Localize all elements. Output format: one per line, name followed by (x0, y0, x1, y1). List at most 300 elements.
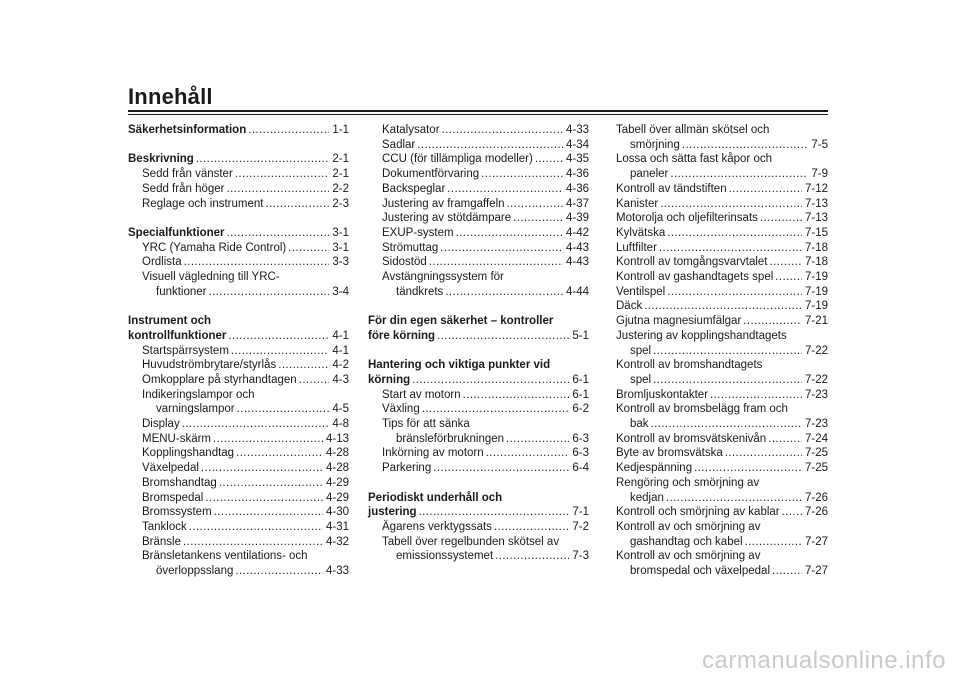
dot-leader (743, 314, 802, 329)
dot-leader (729, 182, 802, 197)
dot-leader (299, 373, 330, 388)
toc-entry-label: Tips för att sänka (382, 418, 470, 431)
toc-entry-label: Kylvätska (616, 226, 666, 239)
toc-page-number: 4-3 (332, 373, 349, 386)
dot-leader (209, 285, 330, 300)
toc-entry-label: YRC (Yamaha Ride Control) (142, 241, 287, 254)
toc-page-number: 7-19 (804, 271, 828, 284)
toc-entry-label: Säkerhetsinformation (128, 124, 247, 136)
toc-entry-label: Dokumentförvaring (382, 168, 480, 181)
toc-page-number: 3-3 (332, 256, 349, 269)
toc-entry-label: Visuell vägledning till YRC- (142, 271, 280, 283)
toc-entry-label: körning (368, 373, 411, 386)
toc-page-number: 7-19 (804, 285, 828, 298)
toc-entry-label: Reglage och instrument (142, 197, 264, 210)
toc-page-number: 4-32 (325, 535, 349, 548)
toc-page-number: 4-43 (565, 241, 589, 254)
toc-page-number: 7-24 (804, 432, 828, 445)
toc-page-number: 4-36 (565, 182, 589, 195)
toc-page-number: 7-13 (804, 197, 828, 210)
page-title: Innehåll (128, 84, 213, 109)
dot-leader (670, 167, 808, 182)
toc-entry-label: bränsleförbrukningen (396, 432, 505, 445)
toc-entry[interactable] (128, 535, 349, 550)
toc-entry[interactable] (368, 152, 589, 167)
toc-entry-label: Kontroll av och smörjning av (616, 550, 761, 563)
toc-spacer (128, 299, 349, 314)
toc-entry-label: Ägarens verktygssats (382, 520, 492, 533)
dot-leader (772, 564, 802, 579)
toc-entry[interactable] (128, 167, 349, 182)
toc-section-entry[interactable] (616, 197, 828, 212)
toc-entry-label: emissionssystemet (396, 550, 494, 563)
toc-entry[interactable] (128, 182, 349, 197)
toc-entry-label: Kanister (616, 197, 659, 210)
dot-leader (182, 417, 330, 432)
dot-leader (419, 505, 570, 520)
toc-section-entry[interactable] (616, 211, 828, 226)
toc-page-number: 2-3 (332, 197, 349, 210)
toc-page-number: 7-1 (572, 506, 589, 519)
dot-leader (682, 138, 809, 153)
toc-entry-label: Specialfunktioner (128, 226, 225, 239)
dot-leader (235, 564, 323, 579)
toc-section-entry[interactable] (616, 388, 828, 403)
toc-page-number: 7-3 (572, 550, 589, 563)
toc-entry[interactable] (368, 520, 589, 535)
dot-leader (205, 491, 323, 506)
toc-entry-label: varningslampor (156, 403, 235, 416)
toc-page-number: 7-13 (804, 212, 828, 225)
toc-page-number: 6-1 (572, 388, 589, 401)
toc-spacer (368, 476, 589, 491)
toc-entry[interactable] (128, 549, 349, 578)
toc-entry-label: gashandtag och kabel (630, 535, 743, 548)
toc-page-number: 3-4 (332, 285, 349, 298)
toc-entry-label: CCU (för tillämpliga modeller) (382, 153, 533, 166)
dot-leader (666, 491, 802, 506)
dot-leader (412, 373, 569, 388)
toc-entry[interactable] (128, 344, 349, 359)
toc-page-number: 7-22 (804, 344, 828, 357)
toc-section-entry[interactable] (616, 358, 828, 387)
toc-page-number: 6-3 (572, 447, 589, 460)
toc-entry[interactable] (368, 255, 589, 270)
dot-leader (288, 241, 329, 256)
toc-entry-label: Sedd från höger (142, 182, 225, 195)
toc-page-number: 4-33 (325, 565, 349, 578)
toc-entry[interactable] (368, 417, 589, 446)
toc-entry-label: Rengöring och smörjning av (616, 476, 760, 489)
toc-entry[interactable] (128, 476, 349, 491)
toc-entry-label: Sadlar (382, 138, 416, 151)
toc-page-number: 2-1 (332, 168, 349, 181)
toc-entry-label: Display (142, 418, 180, 431)
toc-page-number: 7-9 (811, 168, 828, 181)
toc-page-number: 7-27 (804, 535, 828, 548)
toc-entry[interactable] (128, 491, 349, 506)
toc-page-number: 7-26 (804, 491, 828, 504)
toc-page-number: 4-36 (565, 168, 589, 181)
toc-entry-label: kontrollfunktioner (128, 329, 227, 342)
toc-entry-label: Kontroll av bromsvätskenivån (616, 432, 767, 445)
toc-entry-label: Hantering och viktiga punkter vid (368, 359, 551, 372)
toc-entry[interactable] (368, 211, 589, 226)
toc-page-number: 4-34 (565, 138, 589, 151)
toc-page-number: 7-12 (804, 182, 828, 195)
dot-leader (278, 358, 329, 373)
toc-section-entry[interactable] (616, 476, 828, 505)
toc-spacer (368, 299, 589, 314)
toc-entry-label: Kontroll av bromsbelägg fram och (616, 403, 788, 416)
toc-page-number: 4-5 (332, 403, 349, 416)
toc-entry-label: smörjning (630, 138, 680, 151)
toc-section-entry[interactable] (368, 491, 589, 520)
dot-leader (659, 241, 802, 256)
dot-leader (651, 417, 802, 432)
dot-leader (219, 476, 323, 491)
toc-entry[interactable] (128, 358, 349, 373)
toc-section-entry[interactable] (616, 432, 828, 447)
toc-page-number: 4-2 (332, 359, 349, 372)
dot-leader (481, 167, 563, 182)
toc-entry[interactable] (128, 255, 349, 270)
toc-section-entry[interactable] (616, 461, 828, 476)
toc-page-number: 4-29 (325, 476, 349, 489)
toc-page-number: 4-30 (325, 506, 349, 519)
toc-entry-label: Växelpedal (142, 462, 199, 475)
toc-entry-label: Justering av kopplingshandtagets (616, 329, 787, 342)
toc-section-entry[interactable] (616, 285, 828, 300)
toc-entry-label: före körning (368, 329, 436, 342)
toc-entry-label: Avstängningssystem för (382, 271, 504, 284)
toc-page-number: 4-31 (325, 520, 349, 533)
toc-entry[interactable] (128, 373, 349, 388)
toc-page-number: 6-2 (572, 403, 589, 416)
dot-leader (237, 402, 330, 417)
toc-page-number: 7-21 (804, 315, 828, 328)
toc-entry-label: Strömuttag (382, 241, 439, 254)
dot-leader (456, 226, 563, 241)
dot-leader (228, 329, 329, 344)
toc-section-entry[interactable] (616, 520, 828, 549)
toc-entry-label: Omkopplare på styrhandtagen (142, 373, 297, 386)
toc-entry-label: Sidostöd (382, 256, 427, 269)
toc-section-entry[interactable] (616, 182, 828, 197)
toc-entry[interactable] (368, 402, 589, 417)
toc-page-number: 6-1 (572, 373, 589, 386)
toc-entry[interactable] (128, 520, 349, 535)
dot-leader (429, 255, 563, 270)
toc-section-entry[interactable] (128, 314, 349, 343)
toc-entry-label: Kontroll av bromshandtagets (616, 359, 763, 372)
toc-section-entry[interactable] (368, 358, 589, 387)
dot-leader (506, 432, 569, 447)
toc-entry-label: Inkörning av motorn (382, 447, 484, 460)
toc-entry-label: Indikeringslampor och (142, 388, 255, 401)
toc-page-number: 4-43 (565, 256, 589, 269)
toc-entry-label: Motorolja och oljefilterinsats (616, 212, 758, 225)
toc-page-number: 7-5 (811, 138, 828, 151)
toc-entry[interactable] (128, 241, 349, 256)
toc-entry-label: spel (630, 373, 652, 386)
toc-entry-label: bak (630, 418, 649, 431)
dot-leader (770, 255, 802, 270)
dot-leader (463, 388, 570, 403)
toc-page-number: 7-23 (804, 418, 828, 431)
toc-entry-label: Gjutna magnesiumfälgar (616, 315, 742, 328)
dot-leader (745, 535, 802, 550)
toc-page-number: 6-3 (572, 432, 589, 445)
dot-leader (667, 226, 802, 241)
toc-entry-label: Kedjespänning (616, 462, 693, 475)
dot-leader (694, 461, 802, 476)
dot-leader (248, 123, 329, 138)
toc-entry-label: MENU-skärm (142, 432, 211, 445)
dot-leader (235, 167, 330, 182)
toc-entry[interactable] (368, 241, 589, 256)
toc-entry-label: kedjan (630, 491, 664, 504)
toc-section-entry[interactable] (128, 226, 349, 241)
toc-section-entry[interactable] (616, 270, 828, 285)
toc-page-number: 7-25 (804, 447, 828, 460)
toc-page-number: 4-42 (565, 226, 589, 239)
toc-page-number: 4-13 (325, 432, 349, 445)
toc-section-entry[interactable] (616, 241, 828, 256)
toc-section-entry[interactable] (616, 549, 828, 578)
toc-entry-label: Kopplingshandtag (142, 447, 235, 460)
dot-leader (775, 270, 802, 285)
toc-page-number: 4-28 (325, 447, 349, 460)
dot-leader (189, 520, 323, 535)
dot-leader (782, 505, 802, 520)
dot-leader (417, 138, 563, 153)
dot-leader (494, 520, 569, 535)
toc-section-entry[interactable] (616, 123, 828, 152)
dot-leader (513, 211, 563, 226)
toc-spacer (128, 211, 349, 226)
toc-entry-label: Tabell över allmän skötsel och (616, 124, 770, 136)
dot-leader (214, 505, 323, 520)
toc-entry-label: Däck (616, 300, 643, 313)
toc-column-3 (616, 123, 828, 579)
toc-entry[interactable] (368, 167, 589, 182)
toc-spacer (128, 138, 349, 153)
toc-entry-label: Huvudströmbrytare/styrlås (142, 359, 277, 372)
toc-entry-label: tändkrets (396, 285, 444, 298)
toc-entry-label: Backspeglar (382, 182, 446, 195)
toc-page-number: 4-1 (332, 344, 349, 357)
toc-page-number: 6-4 (572, 462, 589, 475)
toc-section-entry[interactable] (616, 152, 828, 181)
toc-page-number: 7-23 (804, 388, 828, 401)
toc-page-number: 4-35 (565, 153, 589, 166)
toc-page-number: 3-1 (332, 241, 349, 254)
toc-entry-label: Ordlista (142, 256, 182, 269)
dot-leader (710, 388, 802, 403)
dot-leader (265, 197, 329, 212)
toc-entry-label: Bromljuskontakter (616, 388, 709, 401)
dot-leader (445, 285, 563, 300)
toc-section-entry[interactable] (616, 329, 828, 358)
toc-page-number: 7-26 (804, 506, 828, 519)
toc-page-number: 4-39 (565, 212, 589, 225)
dot-leader (422, 402, 570, 417)
title-rule (128, 110, 828, 112)
dot-leader (644, 299, 802, 314)
toc-entry[interactable] (128, 197, 349, 212)
dot-leader (231, 344, 329, 359)
toc-page-number: 4-8 (332, 418, 349, 431)
dot-leader (447, 182, 563, 197)
toc-entry-label: Justering av framgaffeln (382, 197, 505, 210)
toc-column-1 (128, 123, 349, 579)
toc-entry-label: Bränsletankens ventilations- och (142, 550, 308, 563)
toc-entry[interactable] (128, 461, 349, 476)
dot-leader (196, 152, 330, 167)
toc-section-entry[interactable] (616, 505, 828, 520)
toc-page-number: 7-27 (804, 565, 828, 578)
dot-leader (760, 211, 802, 226)
toc-section-entry[interactable] (128, 123, 349, 138)
dot-leader (667, 285, 802, 300)
dot-leader (213, 432, 323, 447)
toc-page-number: 2-1 (332, 153, 349, 166)
toc-page-number: 7-19 (804, 300, 828, 313)
toc-page-number: 7-18 (804, 241, 828, 254)
toc-entry[interactable] (128, 446, 349, 461)
toc-entry[interactable] (128, 270, 349, 299)
toc-column-2 (368, 123, 589, 564)
toc-entry-label: Kontroll och smörjning av kablar (616, 506, 780, 519)
toc-entry-label: Tabell över regelbunden skötsel av (382, 535, 560, 548)
toc-page-number: 4-29 (325, 491, 349, 504)
toc-entry-label: Bränsle (142, 535, 181, 548)
dot-leader (486, 446, 570, 461)
toc-entry[interactable] (128, 505, 349, 520)
toc-entry-label: Bromssystem (142, 506, 212, 519)
toc-entry-label: bromspedal och växelpedal (630, 565, 771, 578)
toc-entry-label: För din egen säkerhet – kontroller (368, 315, 554, 328)
toc-entry-label: Start av motorn (382, 388, 461, 401)
toc-page-number: 2-2 (332, 182, 349, 195)
toc-entry-label: överloppsslang (156, 565, 234, 578)
toc-section-entry[interactable] (616, 299, 828, 314)
dot-leader (653, 344, 802, 359)
title-rule-thin (128, 114, 828, 115)
toc-entry[interactable] (368, 535, 589, 564)
toc-entry[interactable] (368, 123, 589, 138)
toc-entry-label: paneler (630, 168, 669, 181)
toc-page-number: 4-28 (325, 462, 349, 475)
toc-entry[interactable] (368, 138, 589, 153)
toc-page-number: 7-22 (804, 373, 828, 386)
toc-section-entry[interactable] (616, 226, 828, 241)
toc-entry[interactable] (368, 182, 589, 197)
toc-section-entry[interactable] (616, 255, 828, 270)
toc-entry-label: Byte av bromsvätska (616, 447, 723, 460)
dot-leader (725, 446, 802, 461)
toc-section-entry[interactable] (368, 314, 589, 343)
dot-leader (437, 329, 569, 344)
toc-entry-label: EXUP-system (382, 226, 454, 239)
toc-entry[interactable] (368, 461, 589, 476)
toc-entry-label: Instrument och (128, 315, 212, 328)
toc-page-number: 4-1 (332, 329, 349, 342)
toc-page-number: 4-44 (565, 285, 589, 298)
toc-section-entry[interactable] (616, 446, 828, 461)
toc-entry-label: Lossa och sätta fast kåpor och (616, 153, 772, 166)
toc-entry-label: Justering av stötdämpare (382, 212, 512, 225)
toc-entry-label: Kontroll av tomgångsvarvtalet (616, 256, 768, 269)
toc-entry[interactable] (368, 226, 589, 241)
toc-entry-label: Luftfilter (616, 241, 657, 254)
toc-entry[interactable] (128, 388, 349, 417)
dot-leader (507, 197, 563, 212)
toc-entry-label: Beskrivning (128, 153, 194, 166)
toc-entry-label: Kontroll av tändstiften (616, 182, 727, 195)
dot-leader (201, 461, 323, 476)
dot-leader (227, 226, 330, 241)
dot-leader (535, 152, 563, 167)
toc-section-entry[interactable] (616, 314, 828, 329)
toc-page-number: 1-1 (332, 124, 349, 136)
toc-entry-label: Kontroll av gashandtagets spel (616, 271, 774, 284)
toc-entry-label: Kontroll av och smörjning av (616, 520, 761, 533)
toc-page-number: 7-25 (804, 462, 828, 475)
dot-leader (495, 549, 569, 564)
toc-page-number: 4-37 (565, 197, 589, 210)
toc-page-number: 3-1 (332, 226, 349, 239)
dot-leader (184, 255, 330, 270)
toc-entry-label: Bromspedal (142, 491, 204, 504)
dot-leader (226, 182, 329, 197)
toc-entry-label: funktioner (156, 285, 207, 298)
dot-leader (442, 123, 563, 138)
dot-leader (440, 241, 563, 256)
toc-entry-label: spel (630, 344, 652, 357)
toc-section-entry[interactable] (616, 402, 828, 431)
toc-page-number: 5-1 (572, 329, 589, 342)
watermark: carmanualsonline.info (702, 647, 946, 674)
toc-entry-label: Växling (382, 403, 420, 416)
toc-entry-label: Bromshandtag (142, 476, 217, 489)
toc-entry[interactable] (368, 388, 589, 403)
toc-entry[interactable] (368, 446, 589, 461)
toc-entry-label: Tanklock (142, 520, 187, 533)
toc-entry-label: justering (368, 506, 417, 519)
toc-entry-label: Katalysator (382, 124, 440, 136)
dot-leader (660, 197, 802, 212)
dot-leader (433, 461, 569, 476)
toc-section-entry[interactable] (128, 152, 349, 167)
toc-page-number: 4-33 (565, 124, 589, 136)
toc-entry[interactable] (368, 197, 589, 212)
toc-entry-label: Startspärrsystem (142, 344, 229, 357)
toc-entry[interactable] (128, 432, 349, 447)
toc-page-number: 7-2 (572, 520, 589, 533)
dot-leader (183, 535, 323, 550)
toc-entry[interactable] (368, 270, 589, 299)
toc-page-number: 7-18 (804, 256, 828, 269)
dot-leader (768, 432, 802, 447)
toc-entry[interactable] (128, 417, 349, 432)
toc-entry-label: Parkering (382, 462, 432, 475)
toc-entry-label: Sedd från vänster (142, 168, 233, 181)
toc-entry-label: Ventilspel (616, 285, 666, 298)
dot-leader (653, 373, 802, 388)
toc-spacer (368, 344, 589, 359)
